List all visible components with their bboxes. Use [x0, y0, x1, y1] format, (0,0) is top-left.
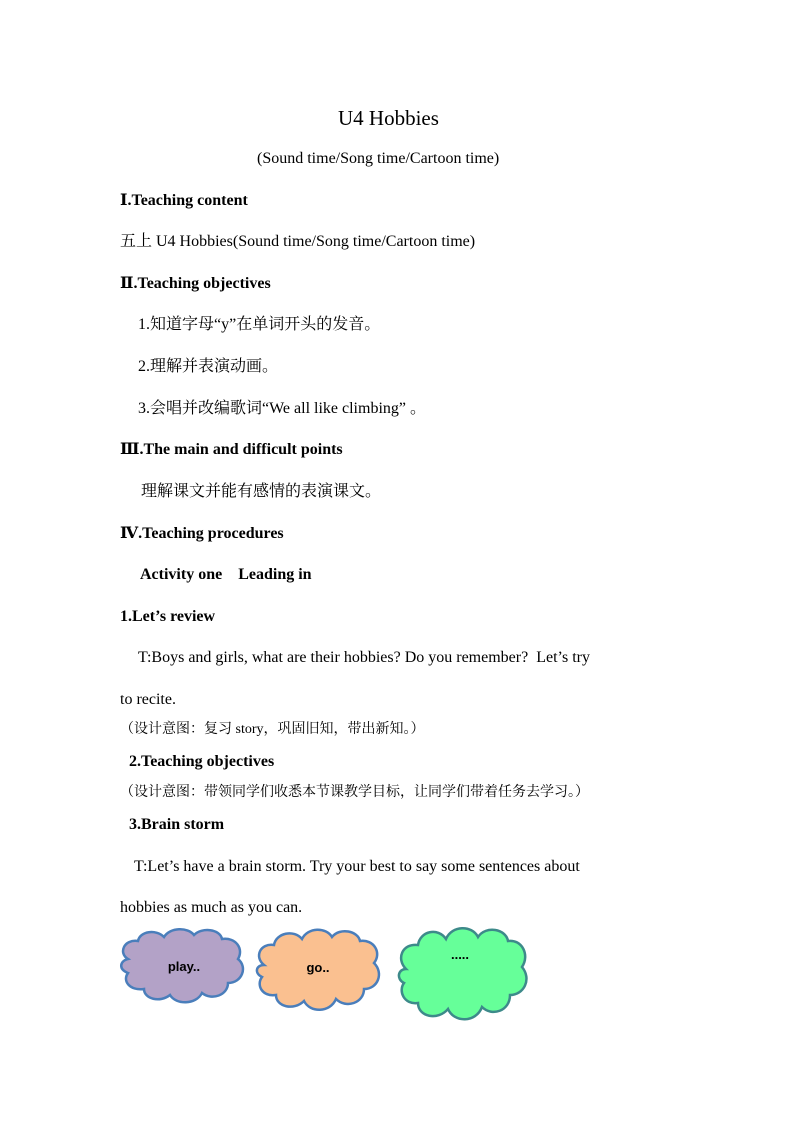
section-3-heading: Ⅲ.The main and difficult points: [120, 441, 343, 458]
step-1-text-continued: to recite.: [120, 691, 176, 708]
cloud-callout-play: [116, 925, 248, 1007]
objective-item: 1.知道字母“y”在单词开头的发音。: [138, 316, 381, 333]
step-2-design-note: （设计意图：带领同学们收悉本节课教学目标，让同学们带着任务去学习。）: [120, 785, 589, 800]
step-3-text-continued: hobbies as much as you can.: [120, 899, 303, 916]
section-3-text: 理解课文并能有感情的表演课文。: [141, 483, 382, 500]
step-1-text: T:Boys and girls, what are their hobbies? Do you remember? Let’s try: [138, 649, 590, 666]
section-1-heading: Ⅰ.Teaching content: [120, 192, 248, 209]
page-subtitle: (Sound time/Song time/Cartoon time): [257, 150, 500, 167]
cloud-label: play..: [167, 959, 201, 974]
step-1-design-note: （设计意图：复习 story，巩固旧知，带出新知。）: [120, 722, 425, 737]
cloud-shape-icon: [399, 928, 527, 1019]
activity-heading: Activity one Leading in: [140, 566, 312, 583]
step-2-heading: 2.Teaching objectives: [129, 753, 275, 770]
page-title: U4 Hobbies: [338, 106, 439, 130]
section-4-heading: Ⅳ.Teaching procedures: [120, 525, 284, 542]
section-2-heading: Ⅱ.Teaching objectives: [120, 275, 271, 292]
cloud-label: go..: [306, 960, 330, 975]
cloud-label: .....: [450, 947, 470, 962]
objective-item: 3.会唱并改编歌词“We all like climbing” 。: [138, 400, 426, 417]
cloud-callout-go: [254, 925, 382, 1017]
step-1-heading: 1.Let’s review: [120, 608, 216, 625]
section-1-text: 五上 U4 Hobbies(Sound time/Song time/Cartoon time): [120, 233, 476, 250]
objective-item: 2.理解并表演动画。: [138, 358, 279, 375]
cloud-callout-more: [396, 923, 532, 1029]
step-3-heading: 3.Brain storm: [129, 816, 225, 833]
step-3-text: T:Let’s have a brain storm. Try your best to say some sentences about: [134, 858, 580, 875]
